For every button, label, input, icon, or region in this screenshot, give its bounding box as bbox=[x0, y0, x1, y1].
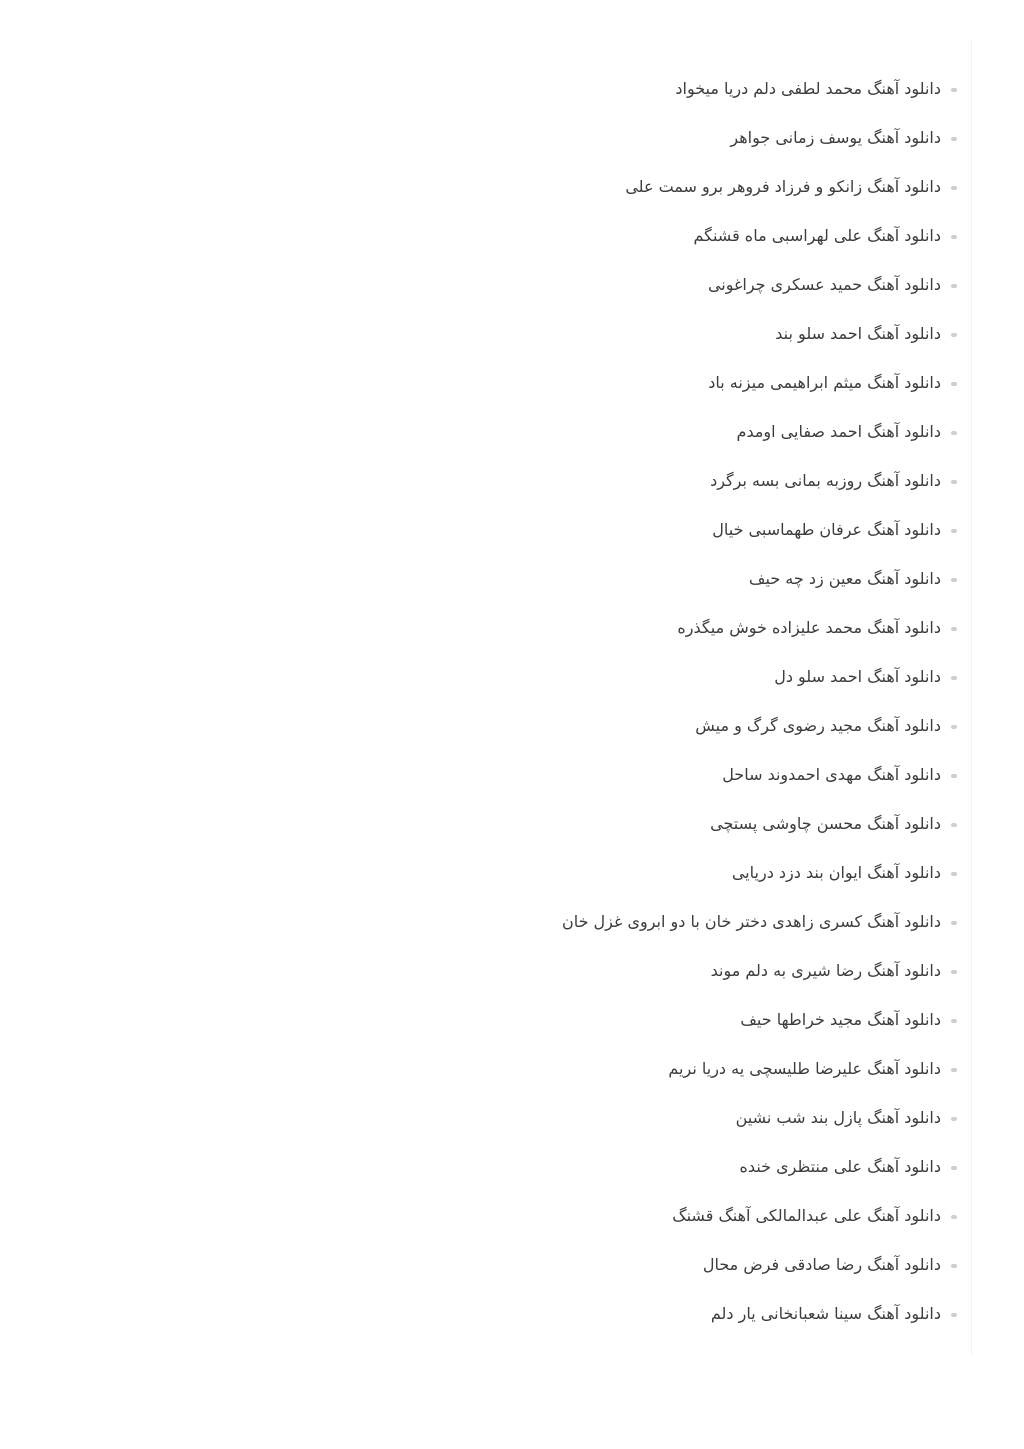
song-link[interactable]: دانلود آهنگ محمد لطفی دلم دریا میخواد bbox=[675, 78, 941, 98]
bullet-icon bbox=[951, 186, 957, 190]
bullet-icon bbox=[951, 627, 957, 631]
bullet-icon bbox=[951, 431, 957, 435]
bullet-icon bbox=[951, 725, 957, 729]
song-link[interactable]: دانلود آهنگ حمید عسکری چراغونی bbox=[707, 274, 941, 294]
song-link[interactable]: دانلود آهنگ ایوان بند دزد دریایی bbox=[731, 862, 941, 882]
song-link[interactable]: دانلود آهنگ مجید خراطها حیف bbox=[740, 1009, 941, 1029]
song-link[interactable]: دانلود آهنگ علی منتظری خنده bbox=[739, 1156, 941, 1176]
bullet-icon bbox=[951, 1019, 957, 1023]
song-link[interactable]: دانلود آهنگ علیرضا طلیسچی یه دریا نریم bbox=[668, 1058, 941, 1078]
song-link[interactable]: دانلود آهنگ علی عبدالمالکی آهنگ قشنگ bbox=[672, 1205, 941, 1225]
song-link[interactable]: دانلود آهنگ احمد صفایی اومدم bbox=[736, 421, 941, 441]
song-link[interactable]: دانلود آهنگ احمد سلو بند bbox=[775, 323, 941, 343]
song-link[interactable]: دانلود آهنگ معین زد چه حیف bbox=[748, 568, 941, 588]
list-item bbox=[562, 260, 957, 309]
list-item bbox=[562, 64, 957, 113]
list-item bbox=[562, 1240, 957, 1289]
bullet-icon bbox=[951, 872, 957, 876]
bullet-icon bbox=[951, 235, 957, 239]
song-link[interactable]: دانلود آهنگ محمد علیزاده خوش میگذره bbox=[677, 617, 941, 637]
song-link[interactable]: دانلود آهنگ علی لهراسبی ماه قشنگم bbox=[693, 225, 941, 245]
bullet-icon bbox=[951, 284, 957, 288]
bullet-icon bbox=[951, 1166, 957, 1170]
bullet-icon bbox=[951, 1215, 957, 1219]
song-link[interactable]: دانلود آهنگ یوسف زمانی جواهر bbox=[730, 127, 941, 147]
list-item bbox=[562, 995, 957, 1044]
song-link[interactable]: دانلود آهنگ پازل بند شب نشین bbox=[735, 1107, 941, 1127]
song-list-panel bbox=[0, 40, 972, 1354]
bullet-icon bbox=[951, 1313, 957, 1317]
list-item bbox=[562, 1044, 957, 1093]
list-item bbox=[562, 750, 957, 799]
bullet-icon bbox=[951, 676, 957, 680]
song-link[interactable]: دانلود آهنگ محسن چاوشی پستچی bbox=[710, 813, 941, 833]
bullet-icon bbox=[951, 382, 957, 386]
list-item bbox=[562, 1289, 957, 1338]
list-item bbox=[562, 309, 957, 358]
bullet-icon bbox=[951, 578, 957, 582]
bullet-icon bbox=[951, 823, 957, 827]
bullet-icon bbox=[951, 137, 957, 141]
list-item bbox=[562, 603, 957, 652]
song-link[interactable]: دانلود آهنگ احمد سلو دل bbox=[774, 666, 941, 686]
bullet-icon bbox=[951, 529, 957, 533]
song-link[interactable]: دانلود آهنگ رضا شیری به دلم موند bbox=[710, 960, 941, 980]
bullet-icon bbox=[951, 480, 957, 484]
bullet-icon bbox=[951, 774, 957, 778]
list-item bbox=[562, 407, 957, 456]
list-item bbox=[562, 456, 957, 505]
bullet-icon bbox=[951, 1068, 957, 1072]
bullet-icon bbox=[951, 1264, 957, 1268]
bullet-icon bbox=[951, 333, 957, 337]
list-item bbox=[562, 1093, 957, 1142]
list-item bbox=[562, 652, 957, 701]
bullet-icon bbox=[951, 970, 957, 974]
list-item bbox=[562, 211, 957, 260]
list-item bbox=[562, 946, 957, 995]
song-link[interactable]: دانلود آهنگ مهدی احمدوند ساحل bbox=[722, 764, 941, 784]
song-link[interactable]: دانلود آهنگ مجید رضوی گرگ و میش bbox=[695, 715, 941, 735]
list-item bbox=[562, 897, 957, 946]
bullet-icon bbox=[951, 921, 957, 925]
song-link[interactable]: دانلود آهنگ روزبه بمانی بسه برگرد bbox=[710, 470, 941, 490]
song-link[interactable]: دانلود آهنگ رضا صادقی فرض محال bbox=[702, 1254, 941, 1274]
song-link[interactable]: دانلود آهنگ کسری زاهدی دختر خان با دو ابروی غزل خان bbox=[561, 911, 941, 931]
list-item bbox=[562, 113, 957, 162]
bullet-icon bbox=[951, 88, 957, 92]
song-link[interactable]: دانلود آهنگ میثم ابراهیمی میزنه باد bbox=[708, 372, 941, 392]
list-item bbox=[562, 162, 957, 211]
song-list bbox=[562, 64, 957, 1338]
list-item bbox=[562, 1142, 957, 1191]
list-item bbox=[562, 799, 957, 848]
list-item bbox=[562, 848, 957, 897]
song-link[interactable]: دانلود آهنگ سینا شعبانخانی یار دلم bbox=[710, 1303, 941, 1323]
song-link[interactable]: دانلود آهنگ زانکو و فرزاد فروهر برو سمت علی bbox=[625, 176, 941, 196]
song-link[interactable]: دانلود آهنگ عرفان طهماسبی خیال bbox=[712, 519, 941, 539]
list-item bbox=[562, 1191, 957, 1240]
bullet-icon bbox=[951, 1117, 957, 1121]
list-item bbox=[562, 701, 957, 750]
list-item bbox=[562, 505, 957, 554]
list-item bbox=[562, 554, 957, 603]
list-item bbox=[562, 358, 957, 407]
